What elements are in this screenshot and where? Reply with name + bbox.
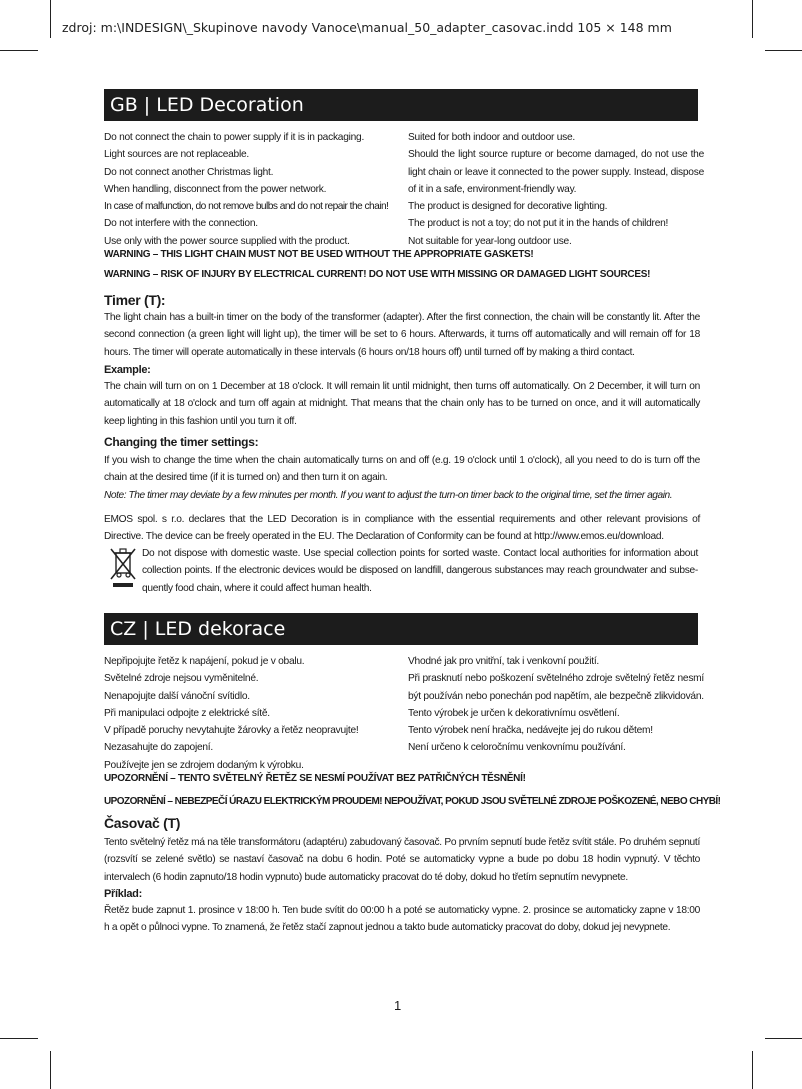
gb-left-column xyxy=(104,129,404,250)
list-item: Při manipulaci odpojte z elektrické sítě. xyxy=(104,707,270,719)
list-item: Používejte jen se zdrojem dodaným k výrobku. xyxy=(104,759,304,771)
list-item: When handling, disconnect from the power network. xyxy=(104,183,327,195)
list-item: Při prasknutí nebo poškození světelného zdroje světelný řetěz nesmí být používán nebo ponechán pod napětím, ale bezpečně zlikvidován. xyxy=(408,673,704,702)
gb-warning-gaskets: WARNING – THIS LIGHT CHAIN MUST NOT BE USED WITHOUT THE APPROPRIATE GASKETS! xyxy=(104,249,534,260)
crop-mark xyxy=(752,1051,753,1089)
gb-example-heading: Example: xyxy=(104,364,151,376)
gb-timer-heading: Timer (T): xyxy=(104,292,166,308)
cz-example-text: Řetěz bude zapnut 1. prosince v 18:00 h. Ten bude svítit do 00:00 h a poté se automaticky vypne. 2. prosince se automaticky zapne v 18:00 h a opět o půlnoci vypne. To znamená, že řetěz stačí zapnout jednou a takto bude automaticky pracovat do doby, dokud jej nevypnete. xyxy=(104,905,700,934)
list-item: Tento výrobek je určen k dekorativnímu osvětlení. xyxy=(408,707,620,719)
gb-example-text: The chain will turn on on 1 December at 18 o'clock. It will remain lit until midnight, then turns off automatically. On 2 December, it will turn on automatically at 18 o'clock and turn off again at midnight. That means that the chain only has to be turned on once, and it will automatically keep lighting in this fashion until you turn it off. xyxy=(104,381,700,427)
crop-mark xyxy=(50,1051,51,1089)
list-item: Tento výrobek není hračka, nedávejte jej do rukou dětem! xyxy=(408,725,653,737)
crop-mark xyxy=(0,1038,38,1039)
list-item: Do not interfere with the connection. xyxy=(104,218,258,230)
cz-warning-current: UPOZORNĚNÍ – NEBEZPEČÍ ÚRAZU ELEKTRICKÝM PROUDEM! NEPOUŽÍVAT, POKUD JSOU SVĚTELNÉ ZDROJE POŠKOZENÉ, NEBO CHYBÍ! xyxy=(104,796,721,807)
list-item: Světelné zdroje nejsou vyměnitelné. xyxy=(104,673,259,685)
weee-bin-icon xyxy=(108,545,138,589)
list-item: Není určeno k celoročnímu venkovnímu používání. xyxy=(408,742,626,754)
source-path: zdroj: m:\INDESIGN\_Skupinove navody Vanoce\manual_50_adapter_casovac.indd 105 × 148 mm xyxy=(62,20,672,35)
gb-section-title: GB | LED Decoration xyxy=(104,89,698,121)
cz-timer-text: Tento světelný řetěz má na těle transformátoru (adaptéru) zabudovaný časovač. Po prvním sepnutí bude řetěz svítit stále. Po druhém sepnutí (rozsvítí se zelené světlo) se nastaví časovač na dobu 6 hodin. Poté se automaticky vypne a bude po dobu 18 hodin vypnutý. V těchto intervalech (6 hodin zapnuto/18 hodin vypnuto) bude automaticky pracovat do té doby, dokud ho třetím sepnutím nevypnete. xyxy=(104,837,700,883)
list-item: Suited for both indoor and outdoor use. xyxy=(408,132,575,143)
crop-mark xyxy=(752,0,753,38)
page-number: 1 xyxy=(394,998,402,1013)
list-item: Nenapojujte další vánoční svítidlo. xyxy=(104,690,250,702)
cz-timer-heading: Časovač (T) xyxy=(104,815,181,831)
cz-left-column xyxy=(104,653,404,774)
list-item: Do not connect the chain to power supply if it is in packaging. xyxy=(104,132,365,143)
gb-warning-current: WARNING – RISK OF INJURY BY ELECTRICAL CURRENT! DO NOT USE WITH MISSING OR DAMAGED LIGHT SOURCES! xyxy=(104,269,651,280)
list-item: Not suitable for year-long outdoor use. xyxy=(408,235,572,247)
gb-conformity-text: EMOS spol. s r.o. declares that the LED Decoration is in compliance with the essential requirements and other relevant provisions of Directive. The device can be freely operated in the EU. The Declaration of Conformity can be found at http://www.emos.eu/download. xyxy=(104,514,700,543)
crop-mark xyxy=(50,0,51,38)
cz-warning-gaskets: UPOZORNĚNÍ – TENTO SVĚTELNÝ ŘETĚZ SE NESMÍ POUŽÍVAT BEZ PATŘIČNÝCH TĚSNĚNÍ! xyxy=(104,773,526,784)
cz-section-title: CZ | LED dekorace xyxy=(104,613,698,645)
crop-mark xyxy=(0,50,38,51)
list-item: Vhodné jak pro vnitřní, tak i venkovní použití. xyxy=(408,656,599,667)
gb-change-heading: Changing the timer settings: xyxy=(104,435,259,449)
list-item: Should the light source rupture or become damaged, do not use the light chain or leave it connected to the power supply. Instead, dispose of it in a safe, environment-friendly way. xyxy=(408,149,704,195)
cz-instructions xyxy=(104,653,704,774)
crop-mark xyxy=(765,1038,802,1039)
list-item: The product is designed for decorative lighting. xyxy=(408,201,608,213)
list-item: Light sources are not replaceable. xyxy=(104,149,249,161)
list-item: In case of malfunction, do not remove bulbs and do not repair the chain! xyxy=(104,201,389,213)
cz-example-heading: Příklad: xyxy=(104,888,142,900)
gb-timer-text: The light chain has a built-in timer on the body of the transformer (adapter). After the first connection, the chain will be constantly lit. After the second connection (a green light will light up), the timer will be set to 6 hours. Afterwards, it turns off automatically and will remain off for 18 hours. The timer will operate automatically in these intervals (6 hours on/18 hours off) until turned off by making a third contact. xyxy=(104,312,700,358)
gb-instructions xyxy=(104,129,704,250)
gb-right-column xyxy=(408,129,704,250)
gb-note-text: Note: The timer may deviate by a few minutes per month. If you want to adjust the turn-on timer back to the original time, set the timer again. xyxy=(104,490,673,501)
list-item: The product is not a toy; do not put it in the hands of children! xyxy=(408,218,669,230)
gb-disposal-text: Do not dispose with domestic waste. Use special collection points for sorted waste. Contact local authorities for information about collection points. If the electronic devices would be disposed on landfill, dangerous substances may reach groundwater and subse-quently food chain, where it could affect human health. xyxy=(142,548,698,594)
list-item: Do not connect another Christmas light. xyxy=(104,166,274,178)
crop-mark xyxy=(765,50,802,51)
list-item: V případě poruchy nevytahujte žárovky a řetěz neopravujte! xyxy=(104,725,359,737)
list-item: Use only with the power source supplied with the product. xyxy=(104,235,350,247)
list-item: Nepřipojujte řetěz k napájení, pokud je v obalu. xyxy=(104,656,305,667)
gb-change-text: If you wish to change the time when the chain automatically turns on and off (e.g. 19 o'clock until 1 o'clock), all you need to do is turn off the chain at the desired time (if it is turned on) and then turn it on again. xyxy=(104,455,700,484)
cz-right-column xyxy=(408,653,704,774)
list-item: Nezasahujte do zapojení. xyxy=(104,742,213,754)
